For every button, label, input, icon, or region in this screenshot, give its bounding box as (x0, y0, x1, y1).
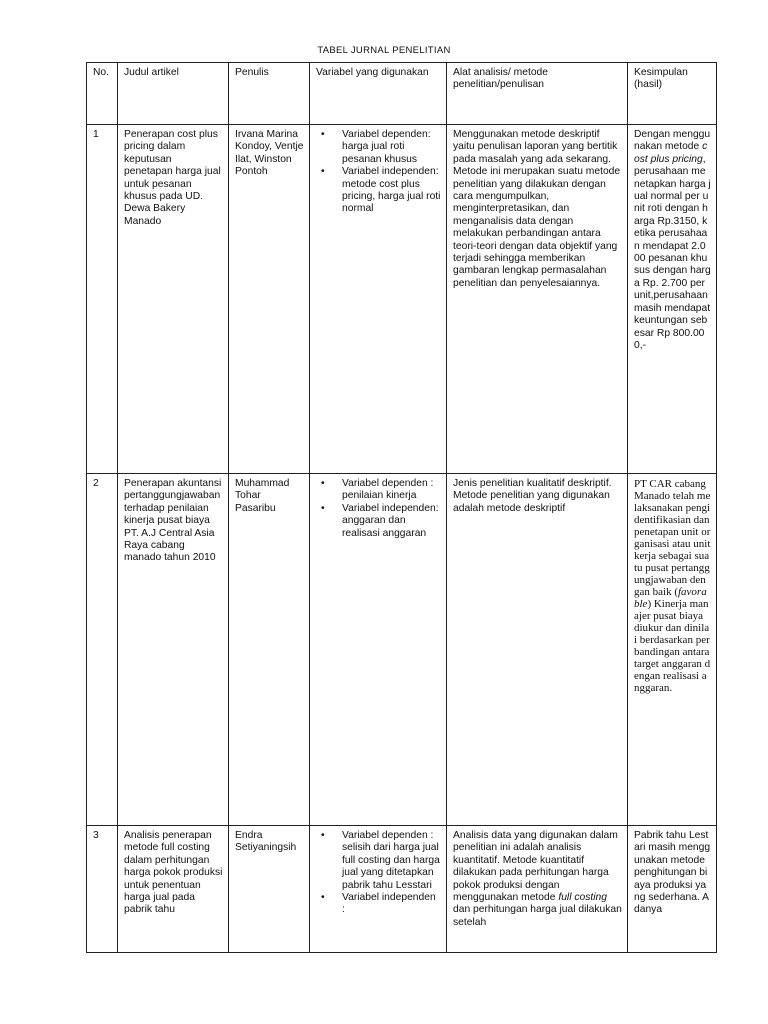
row-kesimpulan: Pabrik tahu Lestari masih menggunakan metode penghitungan biaya produksi yang sederhana. Adanya (628, 826, 717, 953)
row-alat: Menggunakan metode deskriptif yaitu penulisan laporan yang bertitik pada masalah yang ada sekarang. Metode ini merupakan suatu metode penelitian yang dilakukan dengan cara mengumpulkan, menginterpretasikan, dan menganalisis data dengan melakukan perbandingan antara teori-teori dengan data objektif yang terjadi sehingga memberikan gambaran lengkap permasalahan penelitian dan penyelesaiannya. (447, 125, 628, 474)
row-penulis: Muhammad Tohar Pasaribu (229, 474, 310, 826)
research-journal-table (86, 62, 717, 953)
table-row (87, 474, 717, 826)
kesimpulan-text: Dengan menggunakan metode (634, 129, 711, 153)
header-alat: Alat analisis/ metode penelitian/penulisan (447, 63, 628, 125)
header-judul: Judul artikel (118, 63, 229, 125)
alat-italic: full costing (558, 892, 607, 904)
row-no: 1 (87, 125, 118, 474)
row-penulis: Endra Setiyaningsih (229, 826, 310, 953)
variable-item: • Variabel dependen : selisih dari harga jual full costing dan harga jual yang ditetapkan pabrik tahu Lesstari (334, 830, 441, 892)
table-row (87, 125, 717, 474)
kesimpulan-text: PT CAR cabang Manado telah melaksanakan pengidentifikasian dan penetapan unit organisasi atau unit kerja sebagai suatu pusat pertanggungjawaban dengan baik ( (634, 478, 711, 598)
table-header-row (87, 63, 717, 125)
variable-item: • Variabel independen : (334, 892, 441, 917)
kesimpulan-text: ) Kinerja manajer pusat biaya diukur dan dinilai berdasarkan perbandingan antara target anggaran dengan realisasi anggaran. (634, 598, 711, 694)
alat-text: Analisis data yang digunakan dalam penelitian ini adalah analisis kuantitatif. Metode kuantitatif dilakukan pada perhitungan harga pokok produksi dengan menggunakan metode (453, 830, 618, 904)
row-penulis: Irvana Marina Kondoy, Ventje Ilat, Winston Pontoh (229, 125, 310, 474)
row-kesimpulan (628, 125, 717, 474)
variable-item: • Variabel independen: anggaran dan realisasi anggaran (334, 503, 441, 540)
row-alat: Jenis penelitian kualitatif deskriptif. Metode penelitian yang digunakan adalah metode deskriptif (447, 474, 628, 826)
header-penulis: Penulis (229, 63, 310, 125)
row-variabel (310, 826, 447, 953)
row-no: 2 (87, 474, 118, 826)
variable-item: • Variabel dependen: harga jual roti pesanan khusus (334, 129, 441, 166)
header-variabel: Variabel yang digunakan (310, 63, 447, 125)
row-variabel (310, 474, 447, 826)
row-no: 3 (87, 826, 118, 953)
row-kesimpulan (628, 474, 717, 826)
header-no: No. (87, 63, 118, 125)
row-judul: Penerapan cost plus pricing dalam keputusan penetapan harga jual untuk pesanan khusus pada UD. Dewa Bakery Manado (118, 125, 229, 474)
row-alat (447, 826, 628, 953)
row-variabel (310, 125, 447, 474)
document-title: TABEL JURNAL PENELITIAN (317, 45, 451, 56)
kesimpulan-italic: favorable (634, 586, 707, 610)
kesimpulan-italic: cost plus pricing (634, 141, 708, 165)
variable-item: • Variabel independen: metode cost plus pricing, harga jual roti normal (334, 166, 441, 216)
table-row (87, 826, 717, 953)
variable-item: • Variabel dependen : penilaian kinerja (334, 478, 441, 503)
row-judul: Analisis penerapan metode full costing dalam perhitungan harga pokok produksi untuk penentuan harga jual pada pabrik tahu (118, 826, 229, 953)
kesimpulan-text: , perusahaan menetapkan harga jual normal per unit roti dengan harga Rp.3150, ketika perusahaan mendapat 2.000 pesanan khusus dengan harga Rp. 2.700 per unit,perusahaan masih mendapat keuntungan sebesar Rp 800.000,- (634, 153, 711, 351)
row-judul: Penerapan akuntansi pertanggungjawaban terhadap penilaian kinerja pusat biaya PT. A.J Central Asia Raya cabang manado tahun 2010 (118, 474, 229, 826)
header-kesimpulan: Kesimpulan (hasil) (628, 63, 717, 125)
alat-text: dan perhitungan harga jual dilakukan setelah (453, 904, 622, 928)
